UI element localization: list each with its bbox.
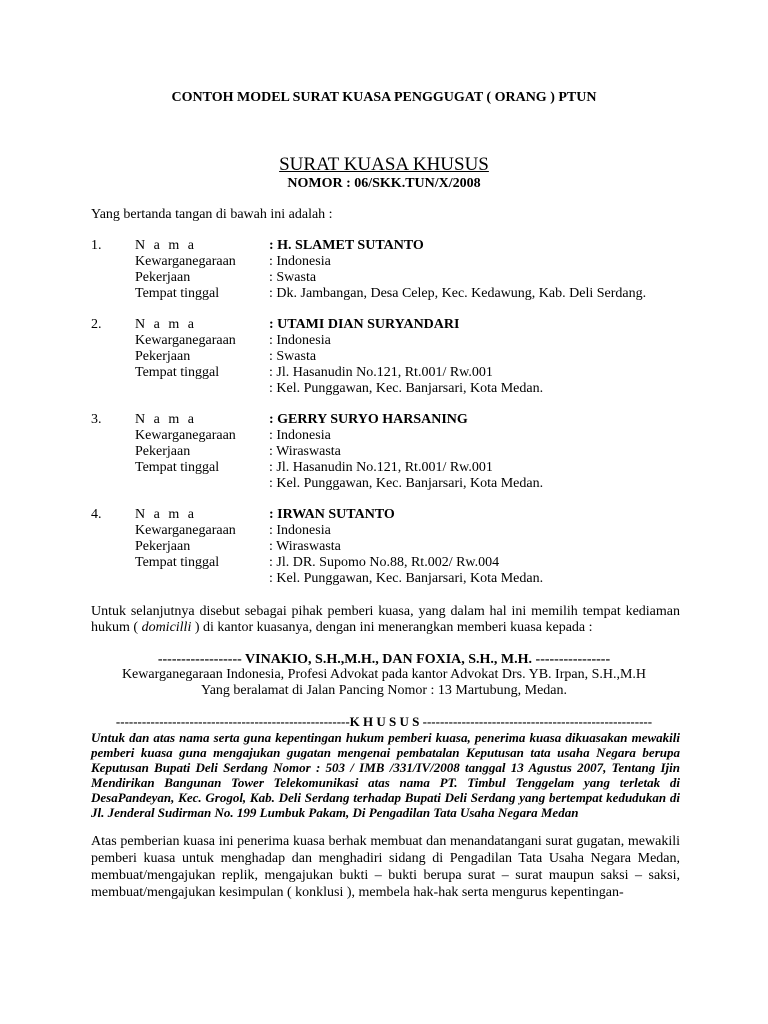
- address-value: : Jl. DR. Supomo No.88, Rt.002/ Rw.004: [269, 555, 500, 570]
- occupation-label: Pekerjaan: [135, 539, 191, 554]
- address-value-2: : Kel. Punggawan, Kec. Banjarsari, Kota Medan.: [269, 381, 544, 396]
- address-value: : Jl. Hasanudin No.121, Rt.001/ Rw.001: [269, 460, 493, 475]
- address-value: : Jl. Hasanudin No.121, Rt.001/ Rw.001: [269, 365, 493, 380]
- name-label: N a m a: [135, 238, 197, 253]
- occupation-label: Pekerjaan: [135, 349, 191, 364]
- representatives-names: ------------------ VINAKIO, S.H.,M.H., DAN FOXIA, S.H., M.H. ----------------: [157, 652, 611, 667]
- power-of-attorney-paragraph: [91, 604, 680, 636]
- name-label: N a m a: [135, 412, 197, 427]
- name-value: : GERRY SURYO HARSANING: [269, 412, 468, 427]
- citizenship-value: : Indonesia: [269, 523, 331, 538]
- address-label: Tempat tinggal: [135, 555, 220, 570]
- address-value-2: : Kel. Punggawan, Kec. Banjarsari, Kota Medan.: [269, 476, 544, 491]
- party-number: 1.: [91, 238, 102, 253]
- party-number: 2.: [91, 317, 102, 332]
- representatives-detail: Kewarganegaraan Indonesia, Profesi Advokat pada kantor Advokat Drs. YB. Irpan, S.H.,M.H: [121, 667, 647, 682]
- name-value: : IRWAN SUTANTO: [269, 507, 395, 522]
- occupation-value: : Wiraswasta: [269, 539, 341, 554]
- citizenship-label: Kewarganegaraan: [135, 254, 236, 269]
- occupation-value: : Swasta: [269, 349, 317, 364]
- domicile-term: domicilli: [141, 620, 192, 635]
- party-number: 3.: [91, 412, 102, 427]
- address-value: : Dk. Jambangan, Desa Celep, Kec. Kedawung, Kab. Deli Serdang.: [269, 286, 647, 301]
- occupation-value: : Wiraswasta: [269, 444, 341, 459]
- address-label: Tempat tinggal: [135, 460, 220, 475]
- document-title: SURAT KUASA KHUSUS: [279, 154, 489, 175]
- address-label: Tempat tinggal: [135, 365, 220, 380]
- address-label: Tempat tinggal: [135, 286, 220, 301]
- occupation-label: Pekerjaan: [135, 444, 191, 459]
- citizenship-label: Kewarganegaraan: [135, 428, 236, 443]
- address-value-2: : Kel. Punggawan, Kec. Banjarsari, Kota Medan.: [269, 571, 544, 586]
- intro-text: Yang bertanda tangan di bawah ini adalah :: [91, 207, 333, 222]
- citizenship-label: Kewarganegaraan: [135, 523, 236, 538]
- name-label: N a m a: [135, 317, 197, 332]
- document-number: NOMOR : 06/SKK.TUN/X/2008: [287, 176, 481, 191]
- special-authority-text: Untuk dan atas nama serta guna kepentingan hukum pemberi kuasa, penerima kuasa dikuasakan mewakili pemberi kuasa guna mengajukan gugatan mengenai pembatalan Keputusan tata usaha Negara berupa Keputusan Bupati Deli Serdang Nomor : 503 / IMB /331/IV/2008 tanggal 13 Agustus 2007, Tentang Ijin Mendirikan Bangunan Tower Telekomunikasi atas nama PT. Timbul Tenggelam yang terletak di DesaPandeyan, Kec. Grogol, Kab. Deli Serdang terhadap Bupati Deli Serdang yang bertempat kedudukan di Jl. Jenderal Sudirman No. 199 Lumbuk Pakam, Di Pengadilan Tata Usaha Negara Medan: [91, 730, 680, 820]
- name-label: N a m a: [135, 507, 197, 522]
- paragraph-text-before: Untuk selanjutnya disebut sebagai pihak pemberi kuasa, yang dalam hal ini memilih tempat kediaman hukum (: [91, 604, 680, 635]
- occupation-label: Pekerjaan: [135, 270, 191, 285]
- paragraph-text-after: ) di kantor kuasanya, dengan ini menerangkan memberi kuasa kepada :: [191, 620, 593, 635]
- citizenship-label: Kewarganegaraan: [135, 333, 236, 348]
- occupation-value: : Swasta: [269, 270, 317, 285]
- party-number: 4.: [91, 507, 102, 522]
- name-value: : H. SLAMET SUTANTO: [269, 238, 424, 253]
- citizenship-value: : Indonesia: [269, 333, 331, 348]
- representatives-address: Yang beralamat di Jalan Pancing Nomor : 13 Martubung, Medan.: [200, 683, 567, 698]
- authority-scope-paragraph: Atas pemberian kuasa ini penerima kuasa berhak membuat dan menandatangani surat gugatan, mewakili pemberi kuasa untuk menghadap dan menghadiri sidang di Pengadilan Tata Usaha Negara Medan, membuat/mengajukan replik, mengajukan bukti – bukti berupa surat – surat maupun saksi – saksi, membuat/mengajukan kesimpulan ( konklusi ), membela hak-hak serta mengurus kepentingan-: [91, 834, 680, 900]
- document-heading: CONTOH MODEL SURAT KUASA PENGGUGAT ( ORANG ) PTUN: [171, 90, 597, 105]
- citizenship-value: : Indonesia: [269, 254, 331, 269]
- citizenship-value: : Indonesia: [269, 428, 331, 443]
- name-value: : UTAMI DIAN SURYANDARI: [269, 317, 460, 332]
- khusus-heading: ------------------------------------------------------K H U S U S -----------------------------------------------------: [115, 714, 653, 729]
